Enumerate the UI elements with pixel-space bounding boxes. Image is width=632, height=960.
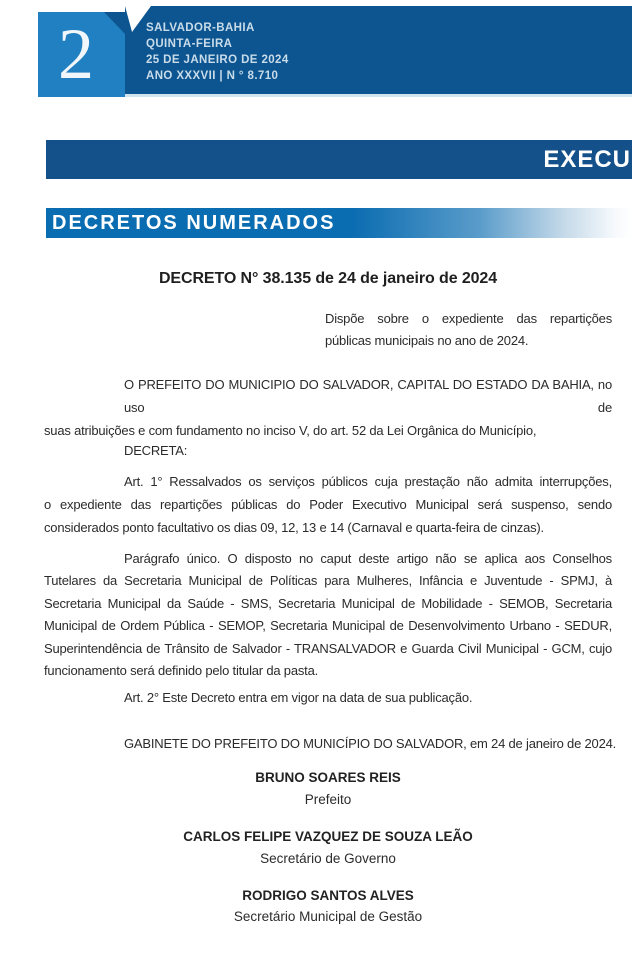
summary-line: Dispõe sobre o expediente das repartições bbox=[325, 311, 612, 326]
masthead-line-edition: ANO XXXVII | N ° 8.710 bbox=[146, 70, 279, 82]
article-1 bbox=[44, 470, 612, 539]
paragraph-line: Tutelares da Secretaria Municipal de Políticas para Mulheres, Infância e Juventude - SPMJ, à bbox=[44, 573, 612, 589]
masthead-line-city: SALVADOR-BAHIA bbox=[146, 22, 255, 34]
page-number: 2 bbox=[58, 14, 94, 94]
article-line: considerados ponto facultativo os dias 09, 12, 13 e 14 (Carnaval e quarta-feira de cinzas). bbox=[44, 520, 544, 535]
page-number-box bbox=[38, 12, 125, 97]
decree-preamble bbox=[44, 373, 612, 442]
signature-name: CARLOS FELIPE VAZQUEZ DE SOUZA LEÃO bbox=[183, 829, 473, 844]
signature-name: RODRIGO SANTOS ALVES bbox=[242, 888, 414, 903]
signature-role: Secretário de Governo bbox=[260, 851, 396, 866]
decree-summary bbox=[325, 308, 612, 352]
masthead-info bbox=[146, 20, 289, 84]
paragrafo-unico bbox=[44, 548, 612, 682]
section-banner-label: EXECU bbox=[543, 146, 631, 173]
section-header-label: DECRETOS NUMERADOS bbox=[52, 212, 336, 234]
decreta-line: DECRETA: bbox=[124, 443, 188, 458]
paragraph-line: Parágrafo único. O disposto no caput deste artigo não se aplica aos Conselhos bbox=[124, 551, 612, 566]
paragraph-line: Superintendência de Trânsito de Salvador - TRANSALVADOR e Guarda Civil Municipal - GCM, cujo bbox=[44, 640, 612, 656]
decree-title: DECRETO N° 38.135 de 24 de janeiro de 2024 bbox=[158, 270, 498, 287]
paragraph-line: Secretaria Municipal da Saúde - SMS, Secretaria Municipal de Mobilidade - SEMOB, Secretaria bbox=[44, 595, 612, 611]
paragraph-line: Municipal de Ordem Pública - SEMOP, Secretaria Municipal de Desenvolvimento Urbano - SEDUR, bbox=[44, 618, 612, 634]
signature-name: BRUNO SOARES REIS bbox=[255, 770, 401, 785]
paragraph-line: funcionamento será definido pelo titular da pasta. bbox=[44, 663, 319, 679]
section-banner-executivo bbox=[46, 140, 632, 179]
section-header-decretos bbox=[46, 208, 632, 238]
gabinete-line: GABINETE DO PREFEITO DO MUNICÍPIO DO SALVADOR, em 24 de janeiro de 2024. bbox=[124, 736, 617, 751]
article-line: o expediente das repartições públicas do Poder Executivo Municipal será suspenso, sendo bbox=[44, 497, 612, 512]
masthead-line-weekday: QUINTA-FEIRA bbox=[146, 38, 233, 50]
preamble-line: O PREFEITO DO MUNICIPIO DO SALVADOR, CAPITAL DO ESTADO DA BAHIA, no uso de bbox=[124, 377, 612, 415]
signature-role: Secretário Municipal de Gestão bbox=[233, 909, 423, 924]
summary-line: públicas municipais no ano de 2024. bbox=[325, 333, 529, 348]
article-2: Art. 2° Este Decreto entra em vigor na data de sua publicação. bbox=[124, 690, 473, 705]
masthead-line-date: 25 DE JANEIRO DE 2024 bbox=[146, 54, 289, 66]
article-line: Art. 1° Ressalvados os serviços públicos cuja prestação não admita interrupções, bbox=[124, 474, 612, 489]
masthead-banner bbox=[125, 6, 632, 97]
signature-role: Prefeito bbox=[304, 792, 352, 807]
preamble-line: suas atribuições e com fundamento no inciso V, do art. 52 da Lei Orgânica do Município, bbox=[44, 423, 537, 438]
